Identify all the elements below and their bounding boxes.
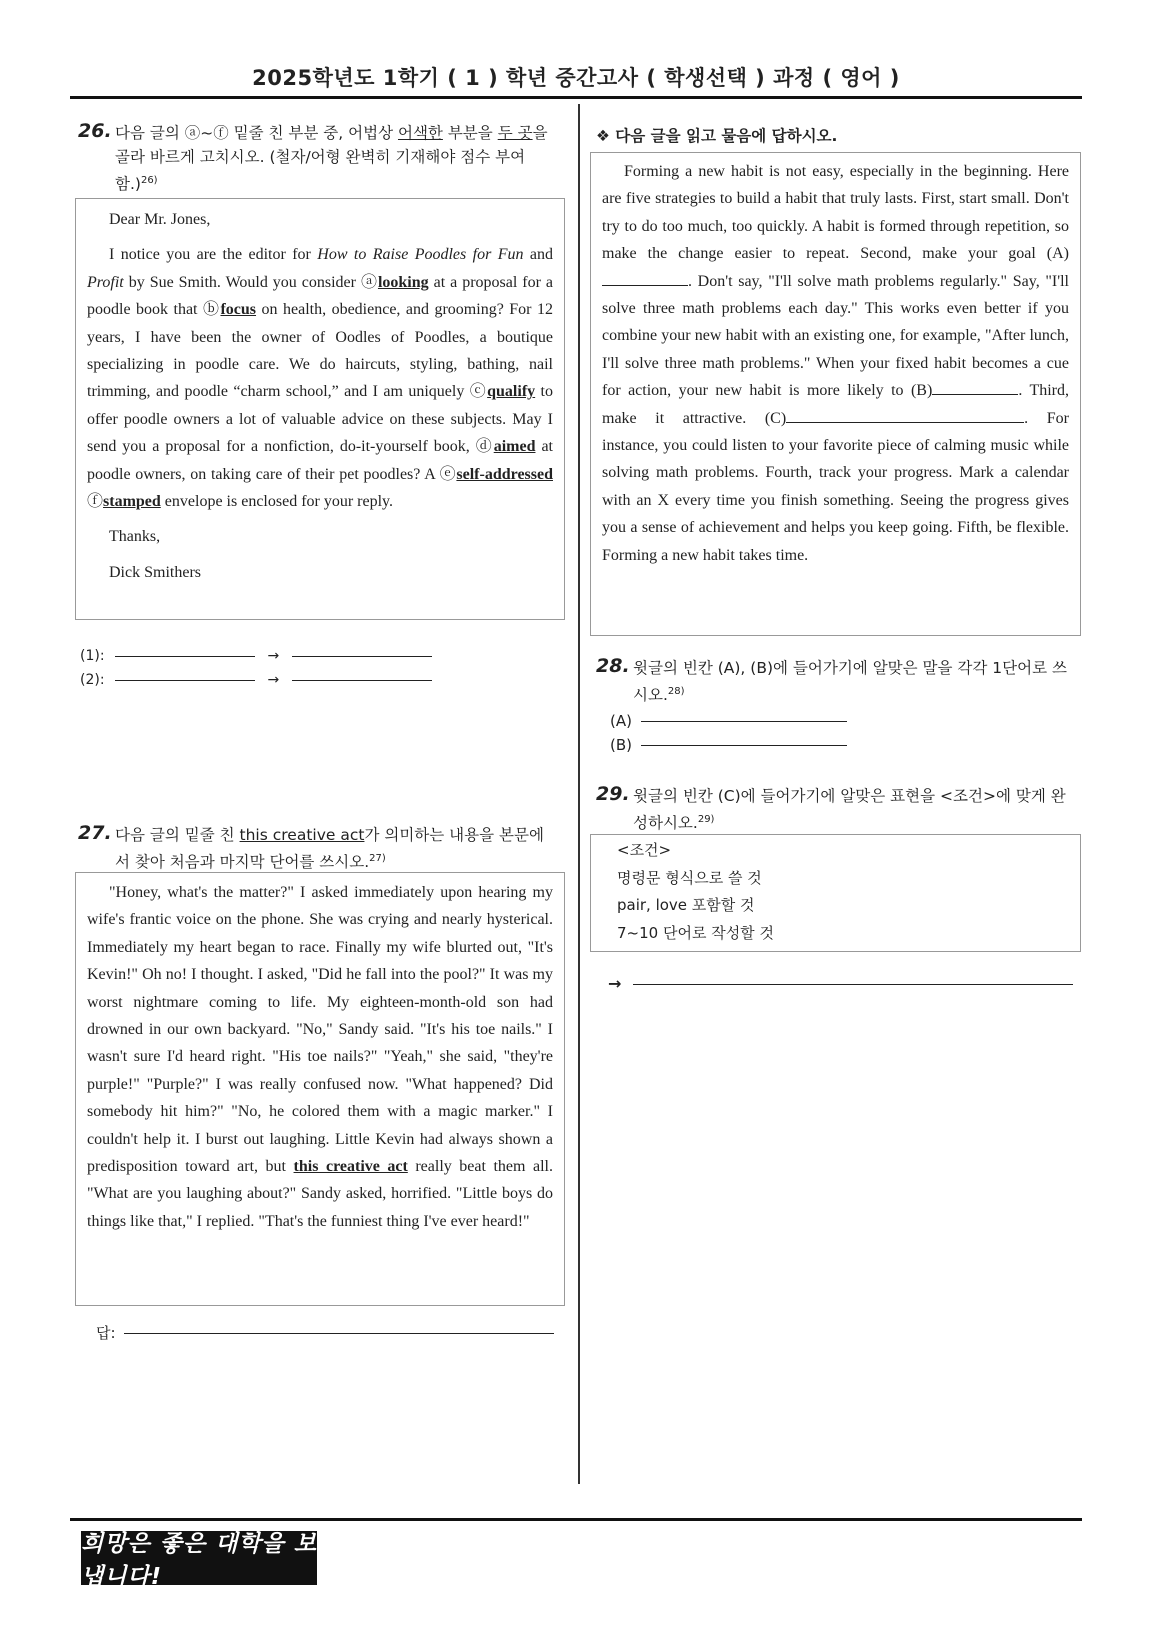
signature: Dick Smithers	[109, 563, 201, 581]
reading-heading: ❖ 다음 글을 읽고 물음에 답하시오.	[596, 127, 838, 145]
marker-c: ⓒ	[469, 383, 488, 401]
salutation: Dear Mr. Jones,	[109, 211, 211, 228]
underlined-b: focus	[220, 301, 257, 319]
answer-row-27: 답:	[96, 1322, 554, 1343]
question-instruction: 윗글의 빈칸 (A), (B)에 들어가기에 알맞은 말을 각각 1단어로 쓰시오.$^{28)}$	[633, 659, 1067, 705]
answer-row-1: (1): →	[80, 648, 432, 664]
habit-passage: Forming a new habit is not easy, especially in the beginning. Here are five strategies to build a habit that truly lasts. First, start small. Don't try to do too much, too quickly. A habit is formed through repetition, so make the change easier to repeat. Second, make your goal (A). Don't say, "I'll solve math problems regularly." Say, "I'll solve three math problems each day." This works even better if you combine your new habit with an existing one, for example, "After lunch, I'll solve three math problems." When your fixed habit becomes a cue for action, your new habit is more likely to (B) . Third, make it attractive. (C) . For instance, you could listen to your favorite piece of calming music while solving math problems. Fourth, track your progress. Mark a calendar with an X every time you finish something. Seeing the progress gives you a sense of achievement and helps you keep going. Fifth, be flexible. Forming a new habit takes time.	[602, 163, 1069, 564]
footer-logo: 희망은 좋은 대학을 보냅니다!	[81, 1531, 317, 1590]
blank-b	[932, 379, 1018, 395]
answer-2-correct-field[interactable]	[292, 680, 432, 681]
underlined-e: self-addressed	[456, 465, 553, 483]
marker-f: ⓕ	[87, 493, 104, 511]
answer-1-correct-field[interactable]	[292, 656, 432, 657]
question-number: 28.	[596, 655, 630, 677]
letter-passage-box	[75, 198, 565, 620]
question-number: 27.	[78, 822, 112, 844]
blank-a	[602, 270, 688, 286]
footer-divider	[70, 1518, 1082, 1521]
blank-c	[786, 407, 1024, 423]
answer-row-a: (A)	[610, 712, 847, 730]
question-27	[78, 823, 558, 874]
story-body: "Honey, what's the matter?" I asked immediately upon hearing my wife's frantic voice on the phone. She was crying and nearly hysterical. Immediately my heart began to race. Finally my wife blurted out, "It's Kevin!" Oh no! I thought. I asked, "Did he fall into the pool?" It was my worst nightmare coming to life. My eighteen-month-old son had drowned in our own backyard. "No," Sandy said. "It's his toe nails." I wasn't sure I'd heard right. "His toe nails?" "Yeah," she said, "they're purple!" "Purple?" I was really confused now. "What happened? Did somebody hit him?" "No, he colored them with a magic marker." I couldn't help it. I burst out laughing. Little Kevin had always shown a predisposition toward art, but this creative act really beat them all. "What are you laughing about?" Sandy asked, horrified. "Little boys do things like that," I replied. "That's the funniest thing I've ever heard!"	[87, 884, 554, 1230]
underlined-creative-act: this creative act	[293, 1158, 408, 1176]
answer-row-c: →	[608, 974, 1073, 993]
answer-2-wrong-field[interactable]	[115, 680, 255, 681]
answer-27-field[interactable]	[124, 1333, 554, 1334]
closing: Thanks,	[109, 528, 161, 546]
marker-b: ⓑ	[202, 301, 221, 319]
condition-3: 7~10 단어로 작성할 것	[617, 923, 774, 942]
marker-a: ⓐ	[360, 273, 378, 291]
column-divider	[578, 104, 580, 1484]
question-number: 29.	[596, 783, 630, 805]
question-28	[596, 656, 1080, 707]
underlined-f: stamped	[103, 493, 161, 511]
question-29	[596, 784, 1080, 835]
answer-1-wrong-field[interactable]	[115, 656, 255, 657]
answer-c-field[interactable]	[633, 984, 1073, 985]
letter-body: I notice you are the editor for How to Raise Poodles for Fun and Profit by Sue Smith. Would you consider ⓐlooking at a proposal for a poodle book that ⓑfocus on health, obedience, and grooming? For 12 years, I have been the owner of Oodles of Poodles, a boutique specializing in poodle care. We do haircuts, styling, bathing, nail trimming, and poodle “charm school,” and I am uniquely ⓒqualify to offer poodle owners a lot of valuable advice on these subjects. May I send you a proposal for a nonfiction, do-it-yourself book, ⓓaimed at poodle owners, on taking care of their pet poodles? A ⓔself-addressed ⓕstamped envelope is enclosed for your reply.	[87, 246, 554, 511]
page-title: 2025학년도 1학기 ( 1 ) 학년 중간고사 ( 학생선택 ) 과정 ( 영어 )	[252, 66, 900, 90]
conditions-title: <조건>	[617, 841, 672, 859]
conditions-box	[590, 834, 1081, 952]
marker-e: ⓔ	[439, 465, 457, 483]
marker-d: ⓓ	[475, 438, 494, 456]
answer-row-b: (B)	[610, 736, 847, 754]
question-instruction: 윗글의 빈칸 (C)에 들어가기에 알맞은 표현을 <조건>에 맞게 완성하시오.$^{29)}$	[633, 787, 1066, 833]
answer-a-field[interactable]	[641, 721, 847, 722]
story-passage-box	[75, 872, 565, 1306]
condition-1: 명령문 형식으로 쓸 것	[617, 868, 762, 887]
answer-row-2: (2): →	[80, 672, 432, 688]
condition-2: pair, love 포함할 것	[617, 896, 755, 914]
question-number: 26.	[78, 120, 112, 142]
underlined-a: looking	[377, 273, 429, 291]
header-divider	[70, 96, 1082, 99]
question-26	[78, 121, 558, 196]
underlined-c: qualify	[487, 383, 536, 401]
underlined-d: aimed	[493, 438, 536, 456]
question-instruction: 다음 글의 ⓐ~ⓕ 밑줄 친 부분 중, 어법상 어색한 부분을 두 곳을 골라 바르게 고치시오. (철자/어형 완벽히 기재해야 점수 부여함.)$^{26)}$	[115, 124, 548, 194]
question-instruction: 다음 글의 밑줄 친 this creative act가 의미하는 내용을 본문에서 찾아 처음과 마지막 단어를 쓰시오.$^{27)}$	[115, 826, 544, 872]
habit-passage-box	[590, 152, 1081, 636]
answer-b-field[interactable]	[641, 745, 847, 746]
